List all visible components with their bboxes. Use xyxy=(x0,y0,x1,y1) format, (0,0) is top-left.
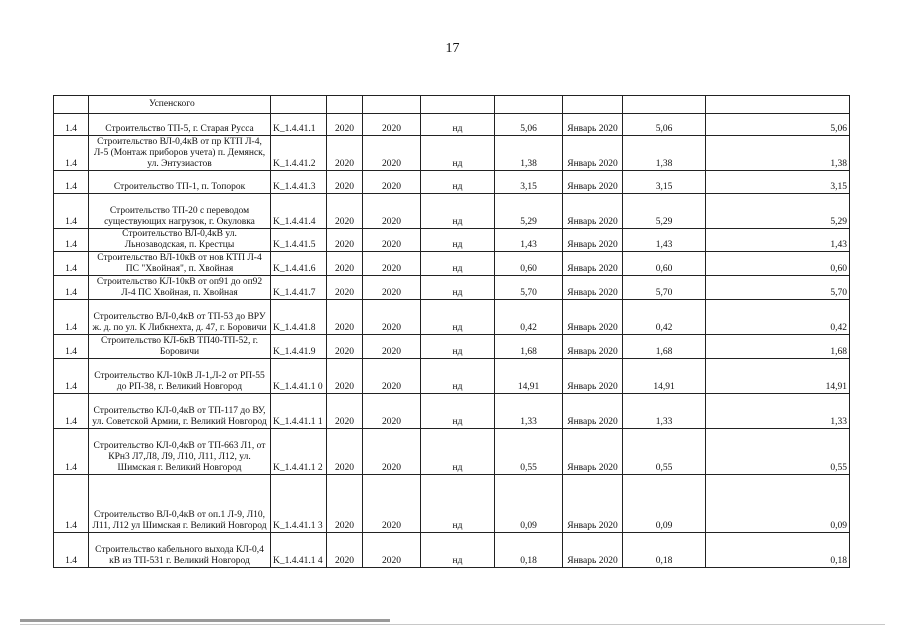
cell-code: K_1.4.41.1 2 xyxy=(271,429,327,475)
cell-value3: 1,33 xyxy=(706,394,850,429)
cell-end: 2020 xyxy=(363,229,421,252)
cell-value: 5,29 xyxy=(495,194,563,229)
table-row xyxy=(54,300,850,335)
cell-name: Строительство ВЛ-0,4кВ от ТП-53 до ВРУ ж. д. по ул. К Либкнехта, д. 47, г. Боровичи xyxy=(89,300,271,335)
cell-value3: 0,18 xyxy=(706,533,850,568)
cell-num: 1.4 xyxy=(54,533,89,568)
cell-value2: 0,55 xyxy=(623,429,706,475)
cell-end: 2020 xyxy=(363,300,421,335)
cell-period: Январь 2020 xyxy=(563,335,623,359)
cell-num: 1.4 xyxy=(54,394,89,429)
cell-name: Строительство КЛ-10кВ Л-1,Л-2 от РП-55 до РП-38, г. Великий Новгород xyxy=(89,359,271,394)
cell-value: 14,91 xyxy=(495,359,563,394)
cell-period: Январь 2020 xyxy=(563,475,623,533)
cell-value3: 0,09 xyxy=(706,475,850,533)
table-row xyxy=(54,429,850,475)
cell-value2: 5,29 xyxy=(623,194,706,229)
table-row xyxy=(54,114,850,136)
cell-value: 1,33 xyxy=(495,394,563,429)
cell-name: Строительство КЛ-10кВ от оп91 до оп92 Л-4 ПС Хвойная, п. Хвойная xyxy=(89,276,271,300)
cell-end: 2020 xyxy=(363,394,421,429)
cell-end: 2020 xyxy=(363,429,421,475)
cell-value: 1,38 xyxy=(495,136,563,171)
table-row xyxy=(54,475,850,533)
cell-value3: 5,70 xyxy=(706,276,850,300)
cell-nd xyxy=(421,96,495,114)
cell-start: 2020 xyxy=(327,229,363,252)
cell-end: 2020 xyxy=(363,114,421,136)
cell-num: 1.4 xyxy=(54,359,89,394)
cell-period: Январь 2020 xyxy=(563,300,623,335)
cell-num: 1.4 xyxy=(54,300,89,335)
footer-scan-line xyxy=(20,624,885,625)
cell-num xyxy=(54,96,89,114)
table-row xyxy=(54,533,850,568)
cell-value3: 3,15 xyxy=(706,171,850,194)
cell-value: 5,06 xyxy=(495,114,563,136)
cell-value2: 1,33 xyxy=(623,394,706,429)
table-row xyxy=(54,335,850,359)
cell-value3: 1,68 xyxy=(706,335,850,359)
cell-nd: нд xyxy=(421,475,495,533)
cell-value: 5,70 xyxy=(495,276,563,300)
cell-period: Январь 2020 xyxy=(563,429,623,475)
cell-name: Строительство ТП-5, г. Старая Русса xyxy=(89,114,271,136)
table-row xyxy=(54,194,850,229)
cell-start: 2020 xyxy=(327,276,363,300)
cell-end: 2020 xyxy=(363,252,421,276)
cell-name: Строительство ВЛ-0,4кВ от пр КТП Л-4, Л-5 (Монтаж приборов учета) п. Демянск, ул. Энтузиастов xyxy=(89,136,271,171)
cell-num: 1.4 xyxy=(54,252,89,276)
cell-period: Январь 2020 xyxy=(563,171,623,194)
table-row-header-continuation xyxy=(54,96,850,114)
cell-value xyxy=(495,96,563,114)
cell-num: 1.4 xyxy=(54,229,89,252)
cell-code: K_1.4.41.6 xyxy=(271,252,327,276)
cell-period: Январь 2020 xyxy=(563,194,623,229)
cell-start: 2020 xyxy=(327,136,363,171)
cell-name: Строительство КЛ-0,4кВ от ТП-117 до ВУ, ул. Советской Армии, г. Великий Новгород xyxy=(89,394,271,429)
cell-nd: нд xyxy=(421,300,495,335)
cell-nd: нд xyxy=(421,252,495,276)
footer-scan-bar xyxy=(20,619,390,622)
cell-code: K_1.4.41.1 1 xyxy=(271,394,327,429)
cell-nd: нд xyxy=(421,533,495,568)
investment-table xyxy=(53,95,850,568)
cell-code: K_1.4.41.2 xyxy=(271,136,327,171)
cell-value: 1,43 xyxy=(495,229,563,252)
cell-nd: нд xyxy=(421,136,495,171)
cell-nd: нд xyxy=(421,114,495,136)
cell-period: Январь 2020 xyxy=(563,114,623,136)
cell-start: 2020 xyxy=(327,475,363,533)
table-row xyxy=(54,171,850,194)
cell-code: K_1.4.41.8 xyxy=(271,300,327,335)
cell-end: 2020 xyxy=(363,171,421,194)
cell-value3: 1,38 xyxy=(706,136,850,171)
cell-name: Строительство кабельного выхода КЛ-0,4 кВ из ТП-531 г. Великий Новгород xyxy=(89,533,271,568)
cell-value2: 0,18 xyxy=(623,533,706,568)
cell-num: 1.4 xyxy=(54,335,89,359)
cell-end: 2020 xyxy=(363,194,421,229)
cell-num: 1.4 xyxy=(54,136,89,171)
cell-code: K_1.4.41.3 xyxy=(271,171,327,194)
cell-value3: 14,91 xyxy=(706,359,850,394)
cell-period: Январь 2020 xyxy=(563,394,623,429)
table-row xyxy=(54,136,850,171)
cell-num: 1.4 xyxy=(54,114,89,136)
cell-value: 0,55 xyxy=(495,429,563,475)
cell-value3: 0,42 xyxy=(706,300,850,335)
cell-period: Январь 2020 xyxy=(563,533,623,568)
cell-start: 2020 xyxy=(327,335,363,359)
cell-code: K_1.4.41.1 0 xyxy=(271,359,327,394)
cell-name: Строительство КЛ-0,4кВ от ТП-663 Л1, от КРн3 Л7,Л8, Л9, Л10, Л11, Л12, ул. Шимская г. Великий Новгород xyxy=(89,429,271,475)
cell-start: 2020 xyxy=(327,114,363,136)
cell-value2: 3,15 xyxy=(623,171,706,194)
table-row xyxy=(54,252,850,276)
cell-period: Январь 2020 xyxy=(563,276,623,300)
cell-value: 3,15 xyxy=(495,171,563,194)
cell-nd: нд xyxy=(421,429,495,475)
cell-name: Строительство ВЛ-10кВ от нов КТП Л-4 ПС "Хвойная", п. Хвойная xyxy=(89,252,271,276)
cell-num: 1.4 xyxy=(54,475,89,533)
cell-value3 xyxy=(706,96,850,114)
cell-value3: 5,29 xyxy=(706,194,850,229)
cell-name: Строительство КЛ-6кВ ТП40-ТП-52, г. Боровичи xyxy=(89,335,271,359)
cell-value3: 1,43 xyxy=(706,229,850,252)
cell-nd: нд xyxy=(421,171,495,194)
cell-end xyxy=(363,96,421,114)
cell-value2: 0,42 xyxy=(623,300,706,335)
cell-name: Строительство ВЛ-0,4кВ ул. Льнозаводская, п. Крестцы xyxy=(89,229,271,252)
cell-value2 xyxy=(623,96,706,114)
table-row xyxy=(54,394,850,429)
cell-value: 0,09 xyxy=(495,475,563,533)
cell-period: Январь 2020 xyxy=(563,136,623,171)
cell-period xyxy=(563,96,623,114)
cell-end: 2020 xyxy=(363,276,421,300)
table-row xyxy=(54,229,850,252)
cell-start xyxy=(327,96,363,114)
cell-code: K_1.4.41.1 4 xyxy=(271,533,327,568)
cell-start: 2020 xyxy=(327,533,363,568)
cell-code xyxy=(271,96,327,114)
cell-num: 1.4 xyxy=(54,171,89,194)
cell-code: K_1.4.41.1 3 xyxy=(271,475,327,533)
cell-num: 1.4 xyxy=(54,429,89,475)
cell-end: 2020 xyxy=(363,335,421,359)
cell-end: 2020 xyxy=(363,533,421,568)
cell-value3: 5,06 xyxy=(706,114,850,136)
cell-period: Январь 2020 xyxy=(563,359,623,394)
cell-value: 1,68 xyxy=(495,335,563,359)
cell-name: Успенского xyxy=(89,96,271,114)
cell-end: 2020 xyxy=(363,136,421,171)
cell-num: 1.4 xyxy=(54,194,89,229)
cell-value3: 0,60 xyxy=(706,252,850,276)
cell-code: K_1.4.41.7 xyxy=(271,276,327,300)
cell-period: Январь 2020 xyxy=(563,252,623,276)
cell-code: K_1.4.41.9 xyxy=(271,335,327,359)
cell-nd: нд xyxy=(421,276,495,300)
cell-value2: 5,06 xyxy=(623,114,706,136)
cell-value2: 0,09 xyxy=(623,475,706,533)
cell-nd: нд xyxy=(421,229,495,252)
cell-start: 2020 xyxy=(327,429,363,475)
cell-value2: 1,68 xyxy=(623,335,706,359)
cell-period: Январь 2020 xyxy=(563,229,623,252)
cell-num: 1.4 xyxy=(54,276,89,300)
cell-code: K_1.4.41.4 xyxy=(271,194,327,229)
cell-start: 2020 xyxy=(327,394,363,429)
cell-start: 2020 xyxy=(327,300,363,335)
cell-value: 0,18 xyxy=(495,533,563,568)
cell-value2: 1,43 xyxy=(623,229,706,252)
cell-start: 2020 xyxy=(327,171,363,194)
cell-nd: нд xyxy=(421,335,495,359)
cell-start: 2020 xyxy=(327,252,363,276)
cell-value2: 1,38 xyxy=(623,136,706,171)
cell-value2: 14,91 xyxy=(623,359,706,394)
cell-name: Строительство ВЛ-0,4кВ от оп.1 Л-9, Л10, Л11, Л12 ул Шимская г. Великий Новгород xyxy=(89,475,271,533)
cell-name: Строительство ТП-1, п. Топорок xyxy=(89,171,271,194)
cell-name: Строительство ТП-20 с переводом существующих нагрузок, г. Окуловка xyxy=(89,194,271,229)
cell-value: 0,60 xyxy=(495,252,563,276)
cell-code: K_1.4.41.5 xyxy=(271,229,327,252)
table-row xyxy=(54,359,850,394)
cell-value3: 0,55 xyxy=(706,429,850,475)
cell-start: 2020 xyxy=(327,359,363,394)
cell-nd: нд xyxy=(421,194,495,229)
cell-nd: нд xyxy=(421,359,495,394)
cell-end: 2020 xyxy=(363,475,421,533)
cell-value: 0,42 xyxy=(495,300,563,335)
page-number: 17 xyxy=(445,41,460,56)
cell-value2: 5,70 xyxy=(623,276,706,300)
cell-value2: 0,60 xyxy=(623,252,706,276)
table-row xyxy=(54,276,850,300)
cell-code: K_1.4.41.1 xyxy=(271,114,327,136)
cell-end: 2020 xyxy=(363,359,421,394)
cell-start: 2020 xyxy=(327,194,363,229)
cell-nd: нд xyxy=(421,394,495,429)
